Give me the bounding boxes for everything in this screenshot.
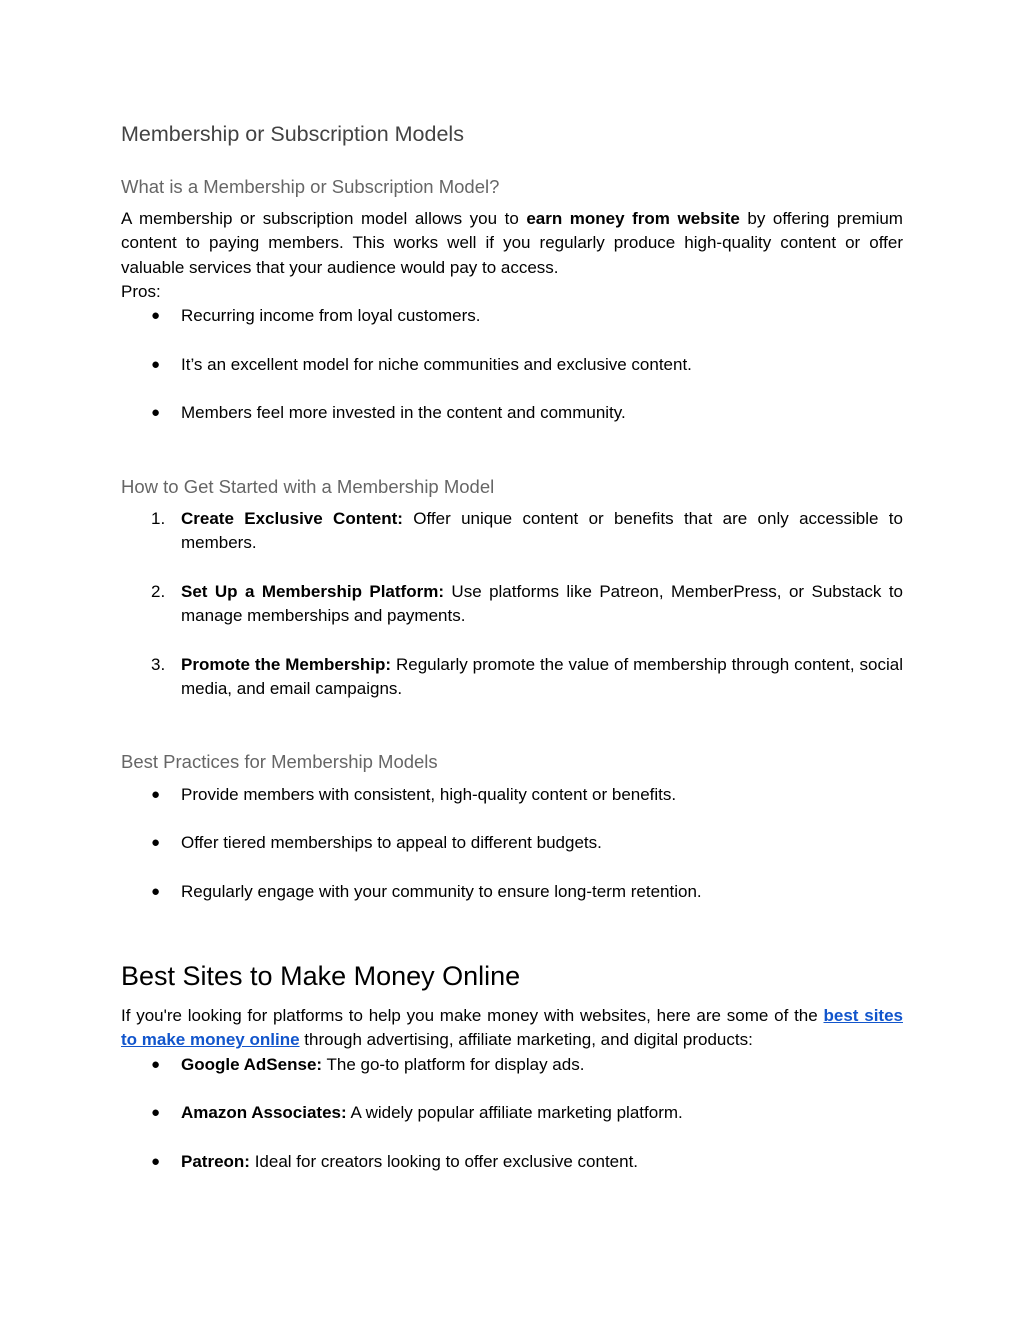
step-title: Set Up a Membership Platform:: [181, 582, 444, 601]
step-number: 1.: [151, 509, 166, 528]
bullet-icon: ●: [151, 834, 161, 851]
bullet-icon: ●: [151, 404, 161, 421]
site-item-body: [181, 1150, 903, 1174]
section-heading-membership: Membership or Subscription Models: [121, 122, 464, 146]
site-desc: The go-to platform for display ads.: [322, 1055, 585, 1074]
site-name: Patreon:: [181, 1152, 250, 1171]
step-title: Promote the Membership:: [181, 655, 392, 674]
intro-text-after: by offering premium content to paying members. This works well if you regularly produce high-quality content or offer valuable services that your audience would pay to access.: [121, 209, 903, 277]
list-item: [121, 304, 903, 328]
site-name: Amazon Associates:: [181, 1103, 347, 1122]
bullet-icon: ●: [151, 307, 161, 324]
list-item: [121, 1053, 903, 1077]
step-body: [181, 507, 903, 556]
subheading-best-practices: Best Practices for Membership Models: [121, 751, 438, 772]
list-item: [121, 401, 903, 425]
step-number: 3.: [151, 655, 166, 674]
step-text: Offer unique content or benefits that are only accessible to members.: [181, 509, 903, 553]
bullet-icon: ●: [151, 356, 161, 373]
numbered-step: [121, 580, 903, 629]
site-item-body: [181, 1101, 903, 1125]
list-item: [121, 880, 903, 904]
list-item: [121, 783, 903, 807]
bullet-icon: ●: [151, 1104, 161, 1121]
step-body: [181, 653, 903, 702]
bullet-icon: ●: [151, 883, 161, 900]
intro-text-before: A membership or subscription model allows you to: [121, 209, 527, 228]
intro-paragraph: [121, 207, 903, 280]
list-item-text: It’s an excellent model for niche communities and exclusive content.: [181, 355, 692, 374]
subheading-get-started: How to Get Started with a Membership Model: [121, 476, 495, 497]
section-heading-best-sites: Best Sites to Make Money Online: [121, 961, 521, 991]
bullet-icon: ●: [151, 786, 161, 803]
list-item: [121, 831, 903, 855]
step-text: Regularly promote the value of membership through content, social media, and email campaigns.: [181, 655, 903, 699]
site-desc: Ideal for creators looking to offer exclusive content.: [249, 1152, 639, 1171]
list-item: [121, 353, 903, 377]
best-sites-intro: [121, 1004, 903, 1053]
list-item-text: Offer tiered memberships to appeal to different budgets.: [181, 833, 602, 852]
step-text: Use platforms like Patreon, MemberPress, or Substack to manage memberships and payments.: [181, 582, 903, 626]
site-name: Google AdSense:: [181, 1055, 323, 1074]
numbered-step: [121, 653, 903, 702]
intro-bold-phrase: earn money from website: [526, 209, 740, 228]
subheading-what-is: What is a Membership or Subscription Model?: [121, 176, 500, 197]
best-sites-intro-before: If you're looking for platforms to help you make money with websites, here are some of the: [121, 1006, 824, 1025]
bullet-icon: ●: [151, 1056, 161, 1073]
step-body: [181, 580, 903, 629]
list-item-text: Regularly engage with your community to ensure long-term retention.: [181, 882, 702, 901]
step-title: Create Exclusive Content:: [181, 509, 403, 528]
list-item-text: Provide members with consistent, high-quality content or benefits.: [181, 785, 677, 804]
best-sites-intro-after: through advertising, affiliate marketing, and digital products:: [299, 1030, 753, 1050]
best-sites-link[interactable]: best sites to make money online: [121, 1006, 903, 1050]
list-item: [121, 1101, 903, 1125]
site-item-body: [181, 1053, 903, 1077]
list-item-text: Members feel more invested in the content and community.: [181, 403, 626, 422]
site-desc: A widely popular affiliate marketing platform.: [346, 1103, 683, 1122]
step-number: 2.: [151, 582, 166, 601]
list-item: [121, 1150, 903, 1174]
pros-label: Pros:: [121, 282, 161, 301]
numbered-step: [121, 507, 903, 556]
list-item-text: Recurring income from loyal customers.: [181, 306, 481, 325]
bullet-icon: ●: [151, 1153, 161, 1170]
